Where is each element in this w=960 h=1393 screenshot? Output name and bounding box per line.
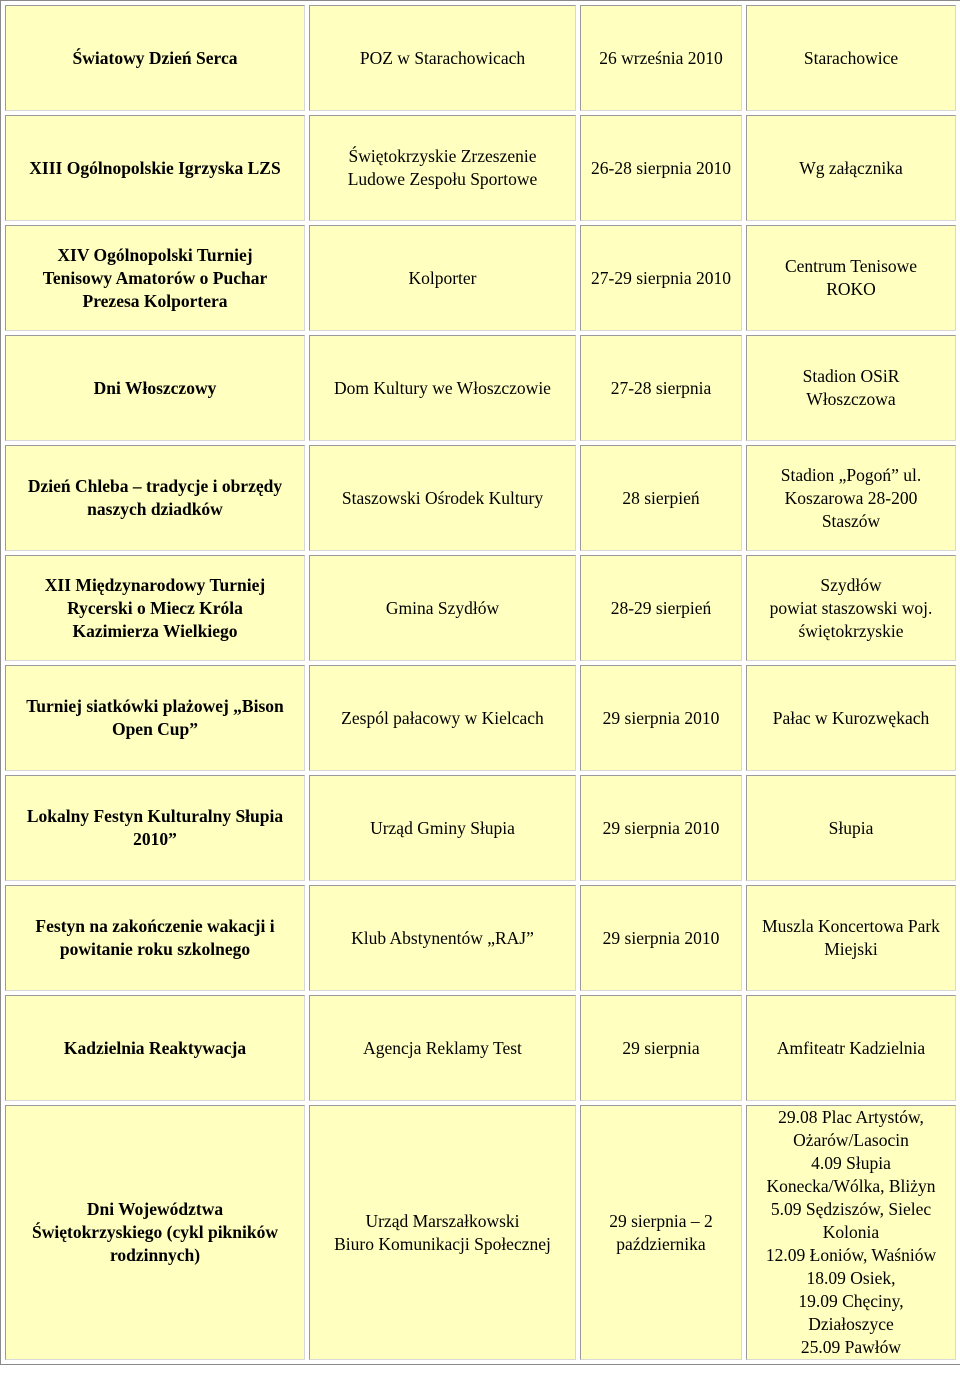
- cell-text-line: 29 sierpnia 2010: [602, 707, 720, 728]
- cell-text-line: Gmina Szydłów: [385, 597, 500, 618]
- cell-text-line: Miejski: [824, 939, 878, 959]
- table-row: [5, 775, 956, 881]
- cell-text-line: Ludowe Zespołu Sportowe: [347, 169, 538, 189]
- cell-text-line: XIV Ogólnopolski Turniej: [57, 244, 253, 265]
- place-cell: [746, 885, 956, 991]
- event-name-cell: [5, 5, 305, 111]
- table-row: [5, 115, 956, 221]
- cell-text-line: Stadion „Pogoń” ul.: [780, 464, 922, 485]
- table-row: [5, 1105, 956, 1360]
- cell-text-line: Kolonia: [822, 1222, 880, 1242]
- place-cell: [746, 555, 956, 661]
- cell-text-line: świętokrzyskie: [798, 620, 904, 641]
- cell-text-line: XIII Ogólnopolskie Igrzyska LZS: [29, 157, 281, 178]
- organizer-cell: [309, 665, 576, 771]
- cell-text-line: 5.09 Sędziszów, Sielec: [770, 1199, 932, 1219]
- cell-text-line: Starachowice: [803, 47, 899, 68]
- cell-text-line: Światowy Dzień Serca: [72, 47, 238, 68]
- cell-text-line: października: [616, 1233, 706, 1254]
- event-name-cell: [5, 1105, 305, 1360]
- cell-text-line: POZ w Starachowicach: [359, 47, 526, 68]
- cell-text-line: Świętokrzyskie Zrzeszenie: [348, 146, 537, 166]
- cell-text-line: 29.08 Plac Artystów,: [778, 1107, 924, 1127]
- cell-text-line: powiat staszowski woj.: [769, 597, 933, 618]
- cell-text-line: Włoszczowa: [806, 389, 896, 409]
- events-table: [1, 1, 960, 1364]
- cell-text-line: 29 sierpnia: [622, 1037, 700, 1058]
- date-cell: [580, 5, 742, 111]
- date-cell: [580, 115, 742, 221]
- cell-text-line: Słupia: [828, 817, 874, 838]
- event-name-cell: [5, 665, 305, 771]
- cell-text-line: Open Cup”: [111, 719, 199, 739]
- cell-text-line: Lokalny Festyn Kulturalny Słupia: [26, 806, 284, 826]
- place-cell: [746, 995, 956, 1101]
- table-row: [5, 225, 956, 331]
- cell-text-line: Szydłów: [820, 574, 882, 595]
- cell-text-line: powitanie roku szkolnego: [59, 939, 251, 959]
- cell-text-line: 28 sierpień: [622, 487, 700, 508]
- cell-text-line: Koszarowa 28-200: [784, 487, 918, 508]
- event-name-cell: [5, 115, 305, 221]
- cell-text-line: Stadion OSiR: [802, 366, 900, 386]
- cell-text-line: 29 sierpnia 2010: [602, 817, 720, 838]
- cell-text-line: Tenisowy Amatorów o Puchar: [42, 267, 268, 288]
- cell-text-line: Działoszyce: [808, 1314, 894, 1334]
- event-name-cell: [5, 445, 305, 551]
- cell-text-line: XII Międzynarodowy Turniej: [44, 574, 266, 595]
- organizer-cell: [309, 225, 576, 331]
- cell-text-line: 19.09 Chęciny,: [798, 1291, 904, 1311]
- cell-text-line: Ożarów/Lasocin: [793, 1130, 909, 1150]
- organizer-cell: [309, 115, 576, 221]
- event-name-cell: [5, 555, 305, 661]
- table-row: [5, 995, 956, 1101]
- cell-text-line: 28-29 sierpień: [610, 597, 712, 618]
- date-cell: [580, 665, 742, 771]
- place-cell: [746, 1105, 956, 1360]
- cell-text-line: Staszowski Ośrodek Kultury: [341, 487, 544, 508]
- organizer-cell: [309, 1105, 576, 1360]
- cell-text-line: Dni Włoszczowy: [93, 377, 217, 398]
- cell-text-line: Festyn na zakończenie wakacji i: [35, 916, 275, 936]
- cell-text-line: Zespól pałacowy w Kielcach: [341, 707, 544, 728]
- cell-text-line: Rycerski o Miecz Króla: [67, 597, 243, 618]
- date-cell: [580, 225, 742, 331]
- event-name-cell: [5, 225, 305, 331]
- date-cell: [580, 555, 742, 661]
- date-cell: [580, 885, 742, 991]
- cell-text-line: rodzinnych): [109, 1245, 201, 1265]
- place-cell: [746, 775, 956, 881]
- cell-text-line: 27-29 sierpnia 2010: [591, 267, 731, 288]
- cell-text-line: Świętokrzyskiego (cykl pikników: [32, 1222, 278, 1242]
- cell-text-line: 18.09 Osiek,: [806, 1268, 896, 1288]
- cell-text-line: 26 września 2010: [599, 47, 723, 68]
- place-cell: [746, 665, 956, 771]
- date-cell: [580, 445, 742, 551]
- organizer-cell: [309, 885, 576, 991]
- organizer-cell: [309, 335, 576, 441]
- organizer-cell: [309, 995, 576, 1101]
- table-row: [5, 885, 956, 991]
- place-cell: [746, 5, 956, 111]
- cell-text-line: Amfiteatr Kadzielnia: [776, 1037, 926, 1058]
- organizer-cell: [309, 775, 576, 881]
- table-row: [5, 335, 956, 441]
- organizer-cell: [309, 445, 576, 551]
- cell-text-line: Urząd Gminy Słupia: [370, 817, 515, 838]
- place-cell: [746, 335, 956, 441]
- event-name-cell: [5, 775, 305, 881]
- date-cell: [580, 995, 742, 1101]
- date-cell: [580, 1105, 742, 1360]
- cell-text-line: Urząd Marszałkowski: [365, 1210, 520, 1231]
- event-name-cell: [5, 885, 305, 991]
- cell-text-line: 29 sierpnia – 2: [609, 1210, 713, 1231]
- cell-text-line: 2010”: [133, 829, 177, 849]
- cell-text-line: Wg załącznika: [799, 157, 903, 178]
- event-name-cell: [5, 995, 305, 1101]
- cell-text-line: 12.09 Łoniów, Waśniów: [765, 1245, 937, 1265]
- cell-text-line: Prezesa Kolportera: [82, 290, 228, 311]
- cell-text-line: 27-28 sierpnia: [610, 377, 712, 398]
- events-table-body: [5, 5, 956, 1360]
- table-row: [5, 555, 956, 661]
- date-cell: [580, 775, 742, 881]
- cell-text-line: Dni Województwa: [86, 1199, 224, 1219]
- cell-text-line: Turniej siatkówki plażowej „Bison: [26, 696, 284, 716]
- table-row: [5, 665, 956, 771]
- cell-text-line: Agencja Reklamy Test: [363, 1037, 522, 1058]
- date-cell: [580, 335, 742, 441]
- cell-text-line: Muszla Koncertowa Park: [762, 916, 940, 936]
- cell-text-line: Biuro Komunikacji Społecznej: [334, 1233, 551, 1254]
- cell-text-line: Konecka/Wólka, Bliżyn: [766, 1176, 936, 1196]
- cell-text-line: Klub Abstynentów „RAJ”: [351, 927, 534, 948]
- place-cell: [746, 115, 956, 221]
- cell-text-line: 25.09 Pawłów: [800, 1337, 902, 1357]
- cell-text-line: Dzień Chleba – tradycje i obrzędy: [27, 476, 283, 496]
- organizer-cell: [309, 555, 576, 661]
- table-row: [5, 5, 956, 111]
- cell-text-line: Centrum Tenisowe: [784, 256, 918, 276]
- cell-text-line: 29 sierpnia 2010: [602, 927, 720, 948]
- organizer-cell: [309, 5, 576, 111]
- cell-text-line: ROKO: [826, 279, 876, 299]
- cell-text-line: Dom Kultury we Włoszczowie: [334, 377, 551, 398]
- cell-text-line: Kolporter: [408, 267, 477, 288]
- event-name-cell: [5, 335, 305, 441]
- cell-text-line: Kazimierza Wielkiego: [72, 620, 238, 641]
- place-cell: [746, 445, 956, 551]
- table-row: [5, 445, 956, 551]
- cell-text-line: Pałac w Kurozwękach: [772, 707, 930, 728]
- cell-text-line: naszych dziadków: [87, 499, 223, 519]
- cell-text-line: 4.09 Słupia: [811, 1153, 891, 1173]
- cell-text-line: Kadzielnia Reaktywacja: [63, 1037, 247, 1058]
- cell-text-line: Staszów: [821, 510, 881, 531]
- place-cell: [746, 225, 956, 331]
- cell-text-line: 26-28 sierpnia 2010: [591, 157, 731, 178]
